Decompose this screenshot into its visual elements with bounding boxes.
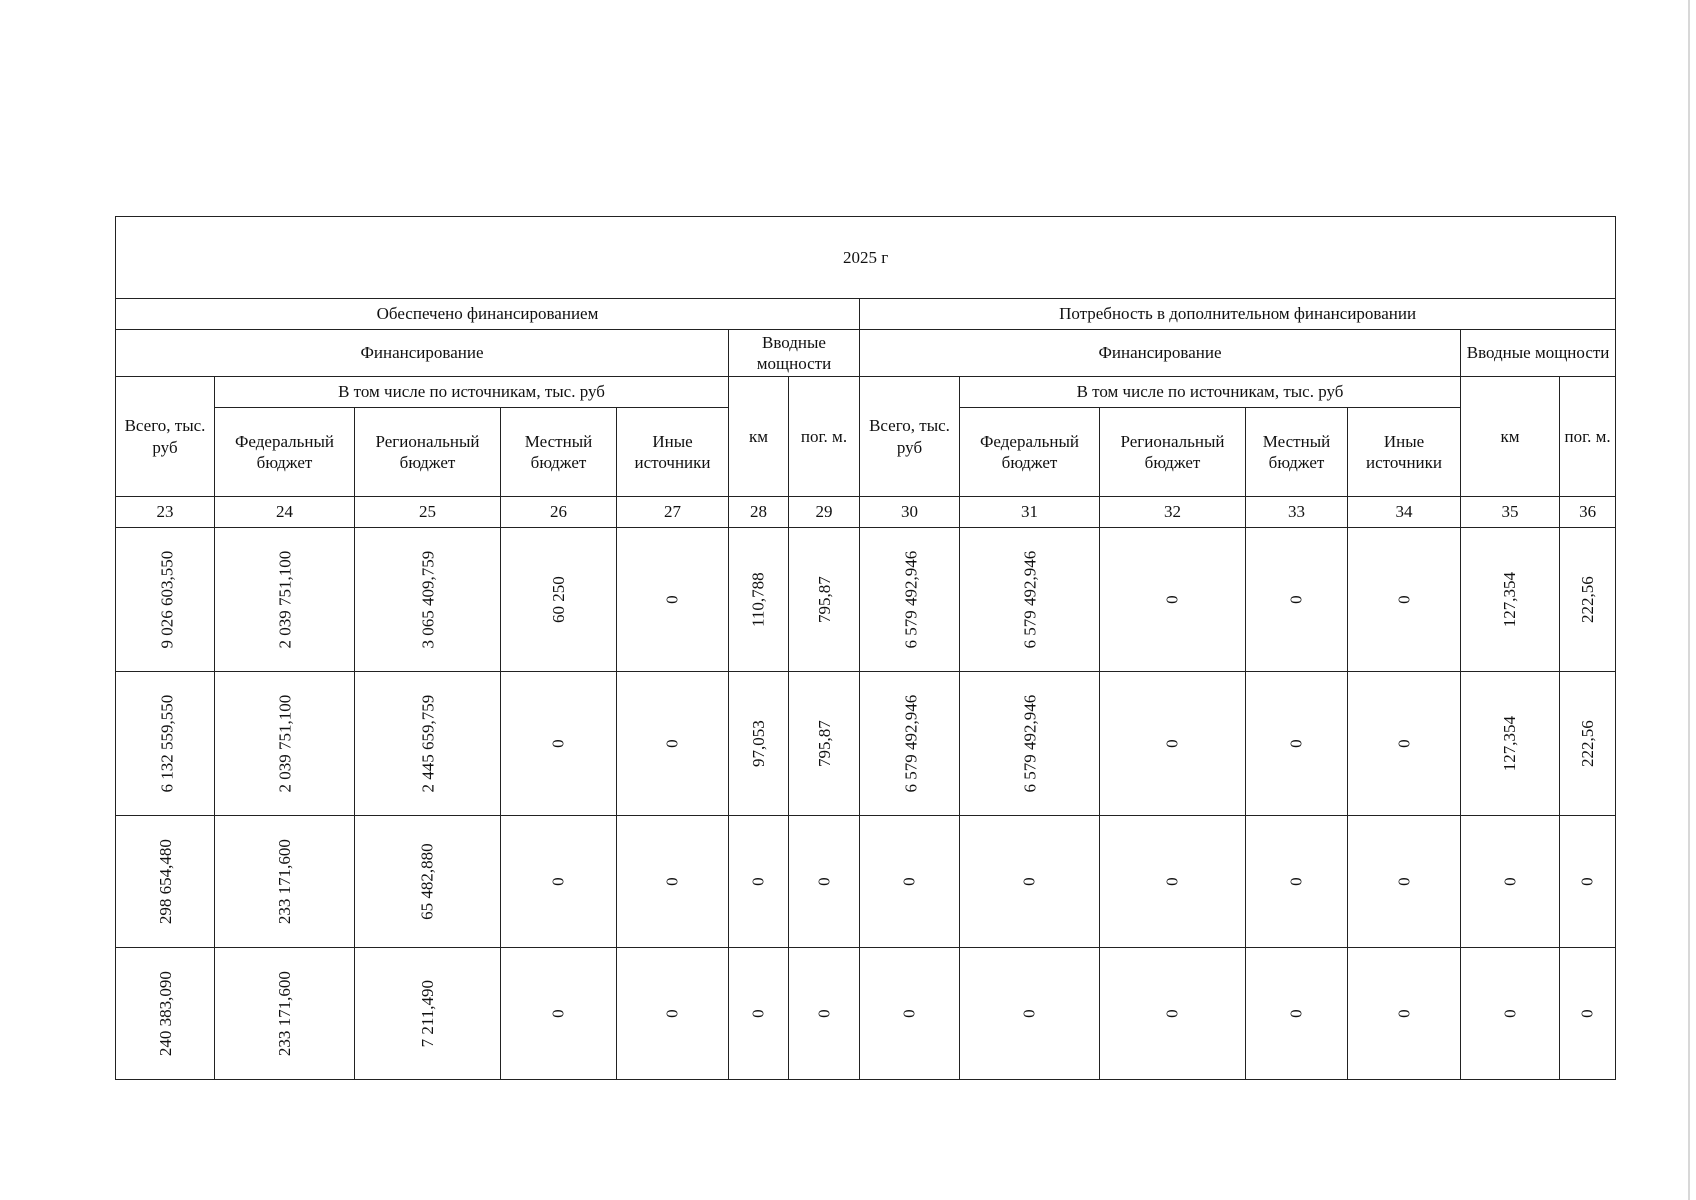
cell-value: 795,87	[814, 576, 834, 623]
column-number: 32	[1100, 497, 1246, 528]
column-number: 30	[860, 497, 960, 528]
cell-value: 6 579 492,946	[901, 694, 921, 793]
cell-other	[1348, 948, 1461, 1080]
table-row	[116, 948, 1616, 1080]
column-number: 31	[960, 497, 1100, 528]
cell-value: 127,354	[1500, 715, 1520, 772]
cell-value: 0	[1500, 1009, 1520, 1018]
cell-federal	[960, 816, 1100, 948]
cell-regional	[355, 948, 501, 1080]
cell-value: 2 039 751,100	[274, 550, 294, 649]
cell-total	[860, 672, 960, 816]
cell-local	[501, 816, 617, 948]
col-header-regional: Региональный бюджет	[355, 408, 501, 497]
cell-value: 2 039 751,100	[274, 694, 294, 793]
cell-value: 9 026 603,550	[157, 550, 177, 649]
cell-federal	[960, 528, 1100, 672]
cell-local	[501, 948, 617, 1080]
year-title: 2025 г	[116, 217, 1616, 299]
cell-value: 0	[748, 877, 768, 886]
cell-value: 0	[1394, 595, 1414, 604]
cell-m	[789, 672, 860, 816]
column-number: 35	[1461, 497, 1560, 528]
col-header-regional: Региональный бюджет	[1100, 408, 1246, 497]
cell-m	[789, 948, 860, 1080]
cell-local	[501, 528, 617, 672]
cell-value: 298 654,480	[155, 839, 175, 924]
cell-federal	[215, 816, 355, 948]
cell-value: 0	[1577, 877, 1597, 886]
table-row	[116, 816, 1616, 948]
cell-regional	[1100, 816, 1246, 948]
cell-value: 0	[662, 877, 682, 886]
cell-m	[1560, 816, 1616, 948]
cell-km	[1461, 528, 1560, 672]
cell-value: 0	[899, 877, 919, 886]
cell-federal	[960, 672, 1100, 816]
cell-regional	[1100, 528, 1246, 672]
cell-value: 6 132 559,550	[157, 694, 177, 793]
cell-km	[1461, 948, 1560, 1080]
col-header-federal: Федеральный бюджет	[215, 408, 355, 497]
sources-header: В том числе по источникам, тыс. руб	[215, 377, 729, 408]
table-row	[116, 528, 1616, 672]
cell-value: 3 065 409,759	[417, 550, 437, 649]
col-header-m: пог. м.	[789, 377, 860, 497]
capacity-header: Вводные мощности	[1461, 330, 1616, 377]
cell-regional	[1100, 672, 1246, 816]
table-row	[116, 672, 1616, 816]
cell-value: 0	[1286, 739, 1306, 748]
financing-table	[115, 216, 1616, 1080]
column-number: 36	[1560, 497, 1616, 528]
cell-local	[1246, 528, 1348, 672]
col-header-federal: Федеральный бюджет	[960, 408, 1100, 497]
cell-local	[501, 672, 617, 816]
cell-value: 0	[1019, 1009, 1039, 1018]
cell-total	[860, 816, 960, 948]
cell-value: 0	[1286, 595, 1306, 604]
cell-regional	[355, 816, 501, 948]
cell-value: 6 579 492,946	[901, 550, 921, 649]
cell-local	[1246, 948, 1348, 1080]
cell-value: 0	[1394, 739, 1414, 748]
column-number: 34	[1348, 497, 1461, 528]
cell-km	[1461, 816, 1560, 948]
col-header-total: Всего, тыс. руб	[116, 377, 215, 497]
cell-federal	[215, 948, 355, 1080]
cell-total	[116, 528, 215, 672]
cell-m	[1560, 528, 1616, 672]
cell-regional	[1100, 948, 1246, 1080]
cell-m	[1560, 948, 1616, 1080]
col-header-other: Иные источники	[617, 408, 729, 497]
column-number: 25	[355, 497, 501, 528]
column-number: 29	[789, 497, 860, 528]
cell-m	[789, 528, 860, 672]
cell-regional	[355, 672, 501, 816]
column-number: 23	[116, 497, 215, 528]
financing-header: Финансирование	[116, 330, 729, 377]
cell-value: 0	[662, 739, 682, 748]
cell-value: 0	[1394, 1009, 1414, 1018]
cell-value: 240 383,090	[155, 971, 175, 1056]
col-header-km: км	[1461, 377, 1560, 497]
cell-other	[617, 816, 729, 948]
column-number: 28	[729, 497, 789, 528]
cell-value: 0	[548, 877, 568, 886]
cell-value: 65 482,880	[417, 843, 437, 920]
cell-value: 0	[548, 739, 568, 748]
cell-total	[860, 948, 960, 1080]
cell-value: 0	[1162, 877, 1182, 886]
cell-value: 0	[1162, 595, 1182, 604]
cell-value: 0	[1286, 877, 1306, 886]
cell-value: 0	[1577, 1009, 1597, 1018]
financing-header: Финансирование	[860, 330, 1461, 377]
cell-value: 0	[1162, 1009, 1182, 1018]
cell-value: 0	[1286, 1009, 1306, 1018]
cell-value: 60 250	[548, 576, 568, 623]
cell-value: 222,56	[1577, 720, 1597, 767]
cell-value: 0	[899, 1009, 919, 1018]
cell-value: 6 579 492,946	[1019, 694, 1039, 793]
cell-total	[116, 672, 215, 816]
cell-value: 222,56	[1577, 576, 1597, 623]
cell-value: 2 445 659,759	[417, 694, 437, 793]
cell-value: 6 579 492,946	[1019, 550, 1039, 649]
capacity-header: Вводные мощности	[729, 330, 860, 377]
cell-value: 7 211,490	[417, 979, 437, 1048]
cell-value: 0	[1162, 739, 1182, 748]
cell-km	[729, 816, 789, 948]
cell-value: 0	[814, 877, 834, 886]
cell-other	[617, 948, 729, 1080]
col-header-total: Всего, тыс. руб	[860, 377, 960, 497]
cell-value: 127,354	[1500, 571, 1520, 628]
cell-federal	[960, 948, 1100, 1080]
sources-header: В том числе по источникам, тыс. руб	[960, 377, 1461, 408]
cell-value: 795,87	[814, 720, 834, 767]
cell-value: 0	[662, 1009, 682, 1018]
cell-other	[617, 528, 729, 672]
cell-other	[1348, 528, 1461, 672]
column-number: 24	[215, 497, 355, 528]
cell-value: 0	[1019, 877, 1039, 886]
cell-value: 0	[814, 1009, 834, 1018]
cell-local	[1246, 816, 1348, 948]
cell-value: 233 171,600	[274, 971, 294, 1056]
col-header-km: км	[729, 377, 789, 497]
cell-value: 110,788	[748, 572, 768, 627]
column-number: 27	[617, 497, 729, 528]
section-additional-header: Потребность в дополнительном финансировании	[860, 299, 1616, 330]
page-edge	[1688, 0, 1690, 1200]
col-header-local: Местный бюджет	[1246, 408, 1348, 497]
cell-m	[1560, 672, 1616, 816]
cell-km	[729, 672, 789, 816]
column-number-row	[116, 497, 1616, 528]
cell-value: 0	[1500, 877, 1520, 886]
cell-value: 0	[548, 1009, 568, 1018]
cell-value: 0	[1394, 877, 1414, 886]
cell-value: 233 171,600	[274, 839, 294, 924]
cell-total	[860, 528, 960, 672]
cell-other	[1348, 816, 1461, 948]
col-header-m: пог. м.	[1560, 377, 1616, 497]
cell-value: 0	[748, 1009, 768, 1018]
cell-federal	[215, 672, 355, 816]
cell-total	[116, 816, 215, 948]
col-header-other: Иные источники	[1348, 408, 1461, 497]
cell-value: 97,053	[748, 720, 768, 767]
cell-other	[617, 672, 729, 816]
column-number: 33	[1246, 497, 1348, 528]
cell-total	[116, 948, 215, 1080]
section-secured-header: Обеспечено финансированием	[116, 299, 860, 330]
cell-km	[729, 528, 789, 672]
cell-local	[1246, 672, 1348, 816]
cell-km	[1461, 672, 1560, 816]
cell-regional	[355, 528, 501, 672]
cell-federal	[215, 528, 355, 672]
cell-value: 0	[662, 595, 682, 604]
column-number: 26	[501, 497, 617, 528]
cell-other	[1348, 672, 1461, 816]
cell-km	[729, 948, 789, 1080]
col-header-local: Местный бюджет	[501, 408, 617, 497]
cell-m	[789, 816, 860, 948]
